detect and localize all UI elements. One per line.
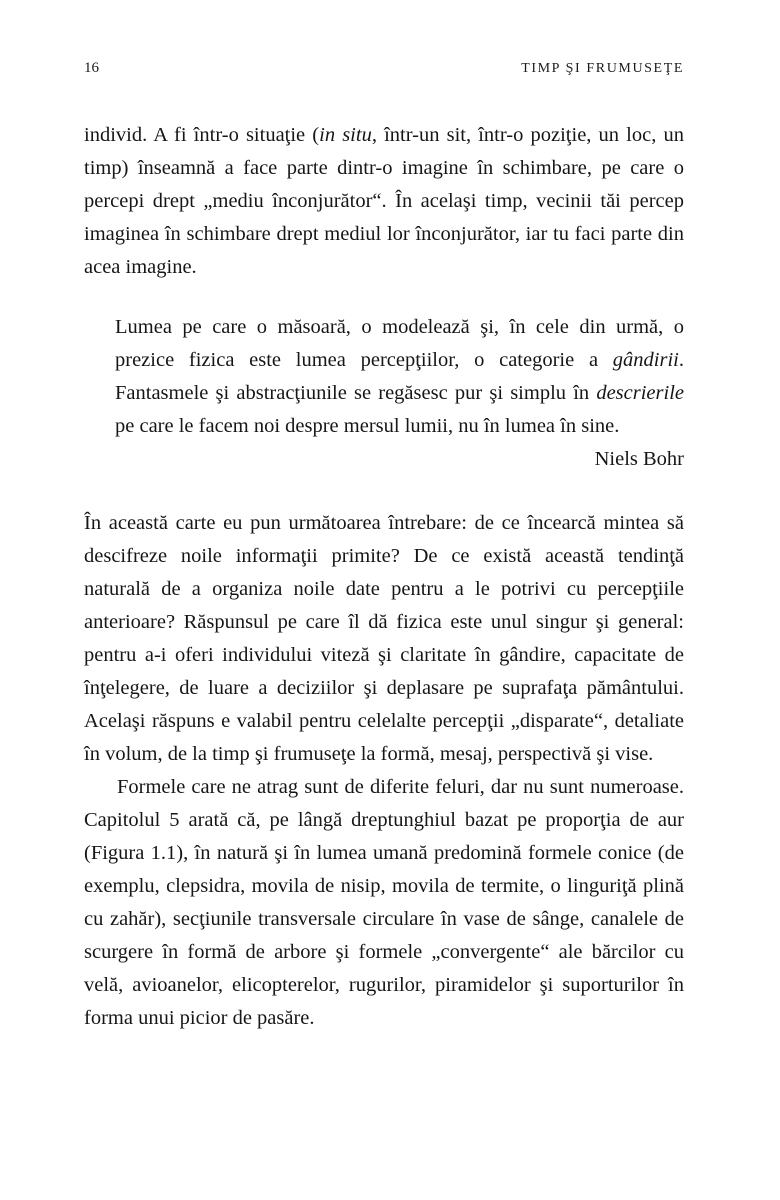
- paragraph-1-text: , într-un sit, într-o poziţie, un loc, un timp) înseamnă a face parte dintr-o imagine în schimbare, pe care o percepi drept „mediu înconjurător“. În acelaşi timp, vecinii tăi percep imaginea în schimbare drept mediul lor înconjurător, iar tu faci parte din acea imagine.: [84, 124, 684, 278]
- quote-segment: . Fantasmele şi abstracţiunile se regăsesc pur şi simplu în: [115, 349, 684, 404]
- page-number: 16: [84, 60, 99, 76]
- paragraph-3: Formele care ne atrag sunt de diferite feluri, dar nu sunt numeroase. Capitolul 5 arată că, pe lângă dreptunghiul bazat pe proporţia de aur (Figura 1.1), în natură şi în lumea umană predomină formele conice (de exemplu, clepsidra, movila de nisip, movila de termite, o linguriţă plină cu zahăr), secţiunile transversale circulare în vase de sânge, canalele de scurgere în formă de arbore şi formele „convergente“ ale bărcilor cu velă, avioanelor, elicopterelor, rugurilor, piramidelor şi suporturilor în forma unui picior de pasăre.: [84, 776, 684, 1029]
- quote-text: [115, 311, 684, 443]
- quote-segment: Lumea pe care o măsoară, o modelează şi, în cele din urmă, o prezice fizica este lumea percepţiilor, o categorie a: [115, 316, 684, 371]
- page-body: [84, 119, 684, 1035]
- italic-word-gandirii: gândirii: [612, 349, 679, 371]
- running-title: TIMP ŞI FRUMUSEŢE: [521, 61, 684, 76]
- paragraph-2: În această carte eu pun următoarea întrebare: de ce încearcă mintea să descifreze noile informaţii primite? De ce există această tendinţă naturală de a organiza noile date pentru a le potrivi cu percepţiile anterioare? Răspunsul pe care îl dă fizica este unul singur şi general: pentru a-i oferi individului viteză şi claritate în gândire, capacitate de înţelegere, de luare a deciziilor şi deplasare pe suprafaţa pământului. Acelaşi răspuns e valabil pentru celelalte percepţii „disparate“, detaliate în volum, de la timp şi frumuseţe la formă, mesaj, perspectivă şi vise.: [84, 512, 684, 765]
- paragraph-1: [84, 119, 684, 284]
- italic-word-descrierile: descrierile: [596, 382, 684, 404]
- quote-attribution: Niels Bohr: [594, 448, 684, 470]
- block-quote: [115, 311, 684, 476]
- quote-segment: pe care le facem noi despre mersul lumii, nu în lumea în sine.: [115, 415, 620, 437]
- italic-phrase-in-situ: in situ: [319, 124, 372, 146]
- paragraph-1-text: individ. A fi într-o situaţie (: [84, 124, 320, 146]
- page-header: [84, 60, 684, 77]
